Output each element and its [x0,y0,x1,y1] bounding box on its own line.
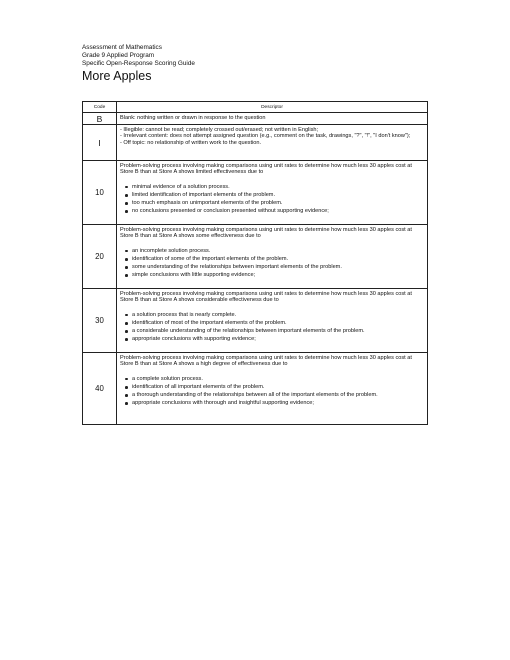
descriptor-line: - Irrelevant content: does not attempt assigned question (e.g., comment on the task, drawings, "?", "!", "I don't know"); [120,133,411,140]
column-header-code: Code [83,102,117,113]
document-header [82,44,432,84]
list-item: identification of some of the important elements of the problem. [132,256,424,263]
list-item: an incomplete solution process. [132,248,424,255]
score-code: 20 [83,225,117,289]
list-item: a considerable understanding of the relationships between important elements of the problem. [132,328,424,335]
descriptor-line: - Off topic: no relationship of written work to the question. [120,139,262,146]
list-item: no conclusions presented or conclusion presented without supporting evidence; [132,208,424,215]
descriptor-cell [117,125,428,161]
table-row [83,353,428,425]
descriptor-cell [117,289,428,353]
list-item: limited identification of important elements of the problem. [132,192,424,199]
descriptor-intro: Problem-solving process involving making comparisons using unit rates to determine how much less 30 apples cost at Store B than at Store A shows a high degree of effectiveness due to [120,354,412,368]
criteria-list [120,248,424,279]
descriptor-cell [117,225,428,289]
list-item: identification of all important elements of the problem. [132,384,424,391]
list-item: simple conclusions with little supporting evidence; [132,272,424,279]
score-code: 10 [83,161,117,225]
table-row [83,161,428,225]
list-item: minimal evidence of a solution process. [132,184,424,191]
score-code: I [83,125,117,161]
list-item: a complete solution process. [132,376,424,383]
table-header-row [83,102,428,113]
criteria-list [120,312,424,343]
table-row [83,225,428,289]
descriptor-cell [117,353,428,425]
page-title: More Apples [82,69,152,83]
list-item: appropriate conclusions with thorough and insightful supporting evidence; [132,400,424,407]
descriptor-cell [117,161,428,225]
list-item: a solution process that is nearly complete. [132,312,424,319]
descriptor-text: Blank: nothing written or drawn in response to the question [117,113,428,125]
score-code: 40 [83,353,117,425]
descriptor-line: - Illegible: cannot be read; completely crossed out/erased; not written in English; [120,126,319,133]
list-item: appropriate conclusions with supporting evidence; [132,336,424,343]
criteria-list [120,376,424,407]
list-item: too much emphasis on unimportant elements of the problem. [132,200,424,207]
descriptor-intro: Problem-solving process involving making comparisons using unit rates to determine how much less 30 apples cost at Store B than at Store A shows limited effectiveness due to [120,162,412,176]
scoring-table [82,101,428,425]
list-item: some understanding of the relationships between important elements of the problem. [132,264,424,271]
score-code: B [83,113,117,125]
table-row [83,289,428,353]
guide-type: Specific Open-Response Scoring Guide [82,60,195,67]
table-row [83,125,428,161]
list-item: a thorough understanding of the relationships between all of the important elements of the problem. [132,392,424,399]
criteria-list [120,184,424,215]
descriptor-intro: Problem-solving process involving making comparisons using unit rates to determine how much less 30 apples cost at Store B than at Store A shows some effectiveness due to [120,226,412,240]
descriptor-intro: Problem-solving process involving making comparisons using unit rates to determine how much less 30 apples cost at Store B than at Store A shows considerable effectiveness due to [120,290,412,304]
score-code: 30 [83,289,117,353]
list-item: identification of most of the important elements of the problem. [132,320,424,327]
table-row [83,113,428,125]
column-header-descriptor: Descriptor [117,102,428,113]
grade-program: Grade 9 Applied Program [82,52,155,59]
assessment-name: Assessment of Mathematics [82,44,162,51]
